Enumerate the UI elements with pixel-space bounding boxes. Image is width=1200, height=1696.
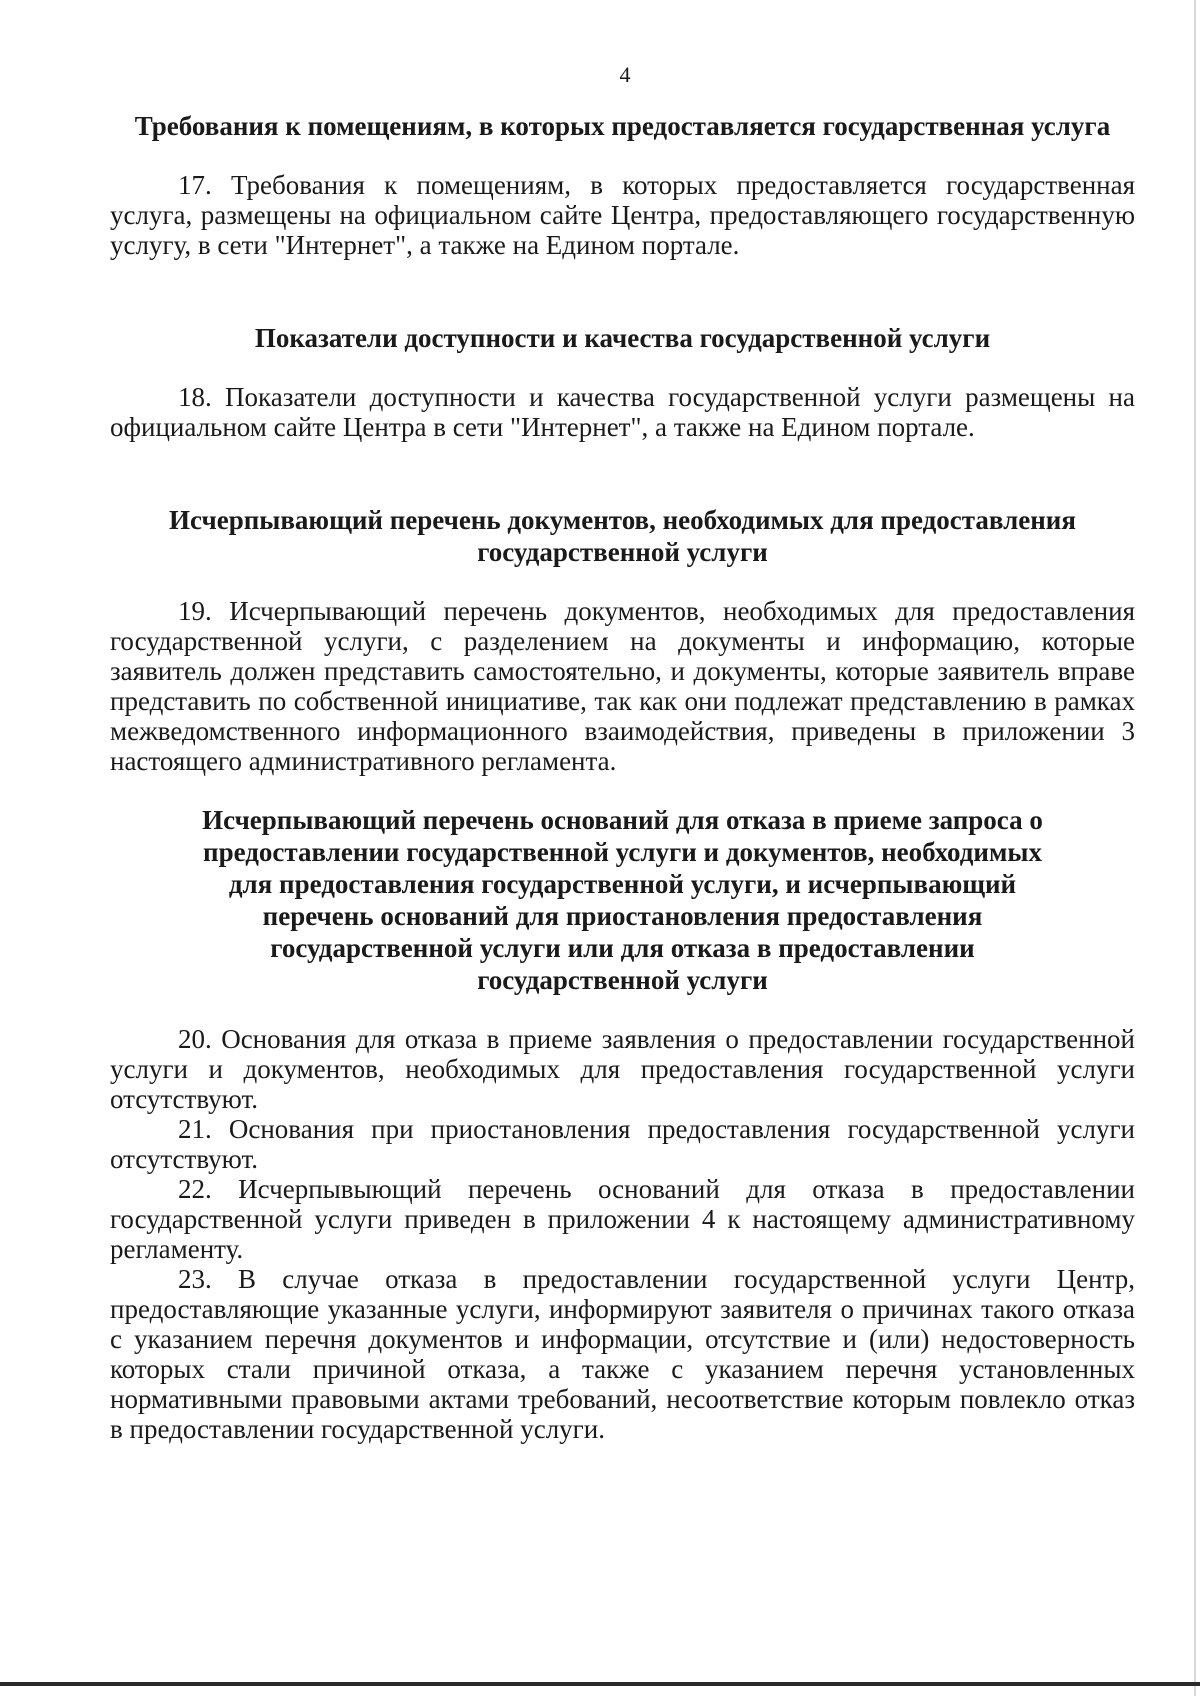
document-body — [110, 110, 1135, 1444]
section-heading-refusal-grounds: Исчерпывающий перечень оснований для отказа в приеме запроса о предоставлении государственной услуги и документов, необходимых для предоставления государственной услуги, и исчерпывающий перечень оснований для приостановления предоставления государственной услуги или для отказа в предоставлении государственной услуги — [202, 805, 1043, 995]
paragraph-18: 18. Показатели доступности и качества государственной услуги размещены на официальном сайте Центра в сети "Интернет", а также на Едином портале. — [110, 382, 1135, 442]
paragraph-21: 21. Основания при приостановления предоставления государственной услуги отсутствуют. — [110, 1114, 1135, 1174]
scan-edge-bottom — [0, 1682, 1200, 1686]
page-number: 4 — [619, 62, 631, 87]
paragraph-19: 19. Исчерпывающий перечень документов, необходимых для предоставления государственной услуги, с разделением на документы и информацию, которые заявитель должен представить самостоятельно, и документы, которые заявитель вправе представить по собственной инициативе, так как они подлежат представлению в рамках межведомственного информационного взаимодействия, приведены в приложении 3 настоящего административного регламента. — [110, 596, 1135, 776]
paragraph-23: 23. В случае отказа в предоставлении государственной услуги Центр, предоставляющие указанные услуги, информируют заявителя о причинах такого отказа с указанием перечня документов и информации, отсутствие и (или) недостоверность которых стали причиной отказа, а также с указанием перечня установленных нормативными правовыми актами требований, несоответствие которым повлекло отказ в предоставлении государственной услуги. — [110, 1264, 1135, 1444]
scan-edge-right — [1194, 0, 1196, 1696]
paragraph-22: 22. Исчерпывыющий перечень оснований для отказа в предоставлении государственной услуги приведен в приложении 4 к настоящему административному регламенту. — [110, 1174, 1135, 1264]
paragraph-20: 20. Основания для отказа в приеме заявления о предоставлении государственной услуги и документов, необходимых для предоставления государственной услуги отсутствуют. — [110, 1024, 1135, 1114]
paragraph-17: 17. Требования к помещениям, в которых предоставляется государственная услуга, размещены на официальном сайте Центра, предоставляющего государственную услугу, в сети "Интернет", а также на Едином портале. — [110, 170, 1135, 260]
section-heading-documents-list: Исчерпывающий перечень документов, необходимых для предоставления государственной услуги — [169, 505, 1076, 567]
section-heading-premises: Требования к помещениям, в которых предоставляется государственная услуга — [134, 111, 1111, 141]
section-heading-accessibility: Показатели доступности и качества государственной услуги — [254, 323, 991, 353]
